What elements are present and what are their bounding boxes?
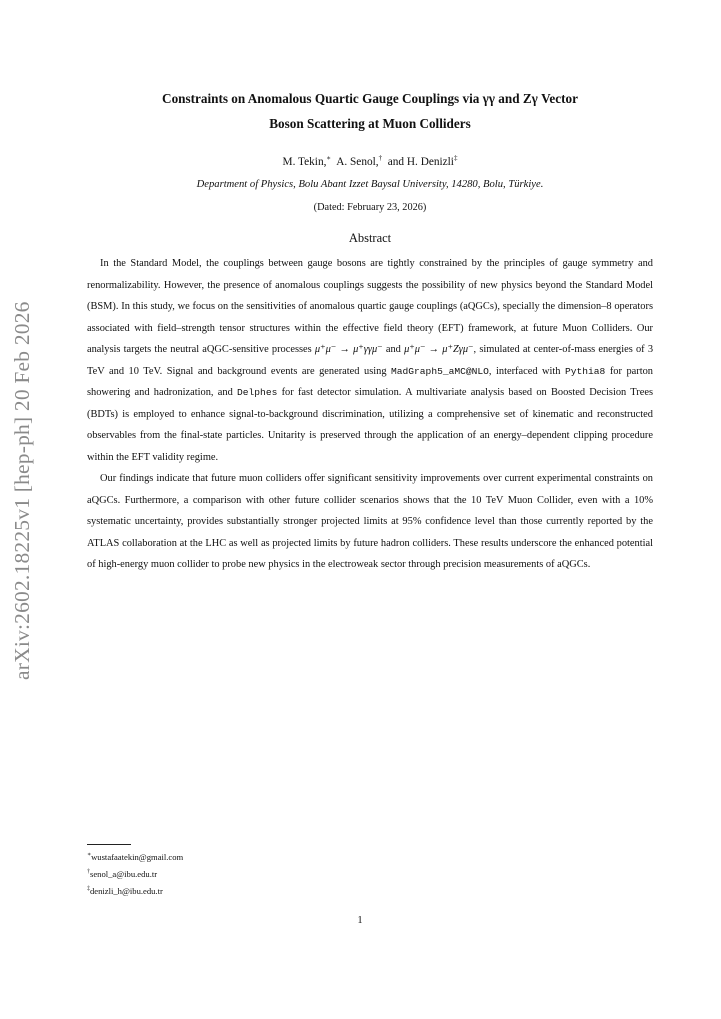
arxiv-identifier-stamp xyxy=(10,300,50,680)
paper-title xyxy=(90,86,650,136)
author-footnote-mark: ‡ xyxy=(453,154,458,162)
footnote-mark: ‡ xyxy=(87,885,90,892)
footnote-item xyxy=(87,848,487,865)
abstract-text: for fast detector simulation. A multivariate analysis based on Boosted Decision Trees (BDTs) is employed to enhance signal-to-background discrimination, utilizing a comprehensive set of kinematic and reconstructed observables from the final-state particles. Unitarity is preserved through the application of an energy–dependent clipping procedure within the EFT validity regime. xyxy=(87,387,653,463)
process-formula-z-gamma: μ⁺μ⁻ → μ⁺Zγμ⁻ xyxy=(404,344,474,355)
software-name-madgraph: MadGraph5_aMC@NLO xyxy=(391,365,489,377)
affiliation: Department of Physics, Bolu Abant Izzet Baysal University, 14280, Bolu, Türkiye. xyxy=(196,179,544,190)
abstract-text: In the Standard Model, the couplings between gauge bosons are tightly constrained by the principles of gauge symmetry and renormalizability. However, the presence of anomalous couplings suggests the possibility of new physics beyond the Standard Model (BSM). In this study, we focus on the sensitivities of anomalous quartic gauge couplings (aQGCs), specially the dimension–8 operators associated with field–strength tensor structures within the effective field theory (EFT) framework, at future Muon Colliders. Our analysis targets the neutral aQGC-sensitive processes xyxy=(87,258,653,355)
footnote-item xyxy=(87,865,487,882)
abstract-heading: Abstract xyxy=(348,231,392,245)
author-footnote-mark: † xyxy=(378,154,383,162)
date-line: (Dated: February 23, 2026) xyxy=(313,202,427,213)
paper-title-line-1: Constraints on Anomalous Quartic Gauge Couplings via γγ and Zγ Vector xyxy=(162,91,578,106)
footnote-divider xyxy=(87,844,131,845)
footnote-mark: † xyxy=(87,868,90,875)
page-number: 1 xyxy=(357,915,363,926)
footnote-email: wustafaatekin@gmail.com xyxy=(91,851,184,862)
abstract-body xyxy=(87,253,653,576)
author-name: M. Tekin, xyxy=(282,155,327,168)
footnote-item xyxy=(87,882,487,899)
author-name: and H. Denizli xyxy=(387,155,454,168)
software-name-pythia: Pythia8 xyxy=(565,365,606,377)
arxiv-identifier-text: arXiv:2602.18225v1 [hep-ph] 20 Feb 2026 xyxy=(10,301,34,680)
abstract-paragraph-2: Our findings indicate that future muon colliders offer significant sensitivity improvements over current experimental constraints on aQGCs. Furthermore, a comparison with other future collider scenarios shows that the 10 TeV Muon Collider, even with a 10% systematic uncertainty, provides substantially stronger projected limits at 95% confidence level than those currently reported by the ATLAS collaboration at the LHC as well as projected limits by future hadron colliders. These results underscore the enhanced potential of high-energy muon collider to probe new physics in the electroweak sector through precision measurements of aQGCs. xyxy=(87,473,653,570)
author-footnote-mark: ∗ xyxy=(326,154,332,162)
abstract-text: , interfaced with xyxy=(488,365,566,377)
footnote-email: denizli_h@ibu.edu.tr xyxy=(90,885,163,896)
author-name: A. Senol, xyxy=(336,155,379,168)
paper-title-line-2: Boson Scattering at Muon Colliders xyxy=(269,116,471,131)
footnote-mark: ∗ xyxy=(87,852,92,858)
author-list xyxy=(90,151,650,169)
abstract-text: for parton showering and hadronization, and xyxy=(87,365,653,398)
footnotes xyxy=(87,848,487,899)
abstract-paragraph-1 xyxy=(87,253,653,468)
footnote-email: senol_a@ibu.edu.tr xyxy=(90,868,158,879)
process-formula-gamma-gamma: μ⁺μ⁻ → μ⁺γγμ⁻ xyxy=(314,344,383,355)
abstract-text: , simulated at center-of-mass energies of 3 TeV and 10 TeV. Signal and background events are generated using xyxy=(87,344,654,377)
abstract-text: and xyxy=(382,344,405,355)
software-name-delphes: Delphes xyxy=(237,387,278,398)
